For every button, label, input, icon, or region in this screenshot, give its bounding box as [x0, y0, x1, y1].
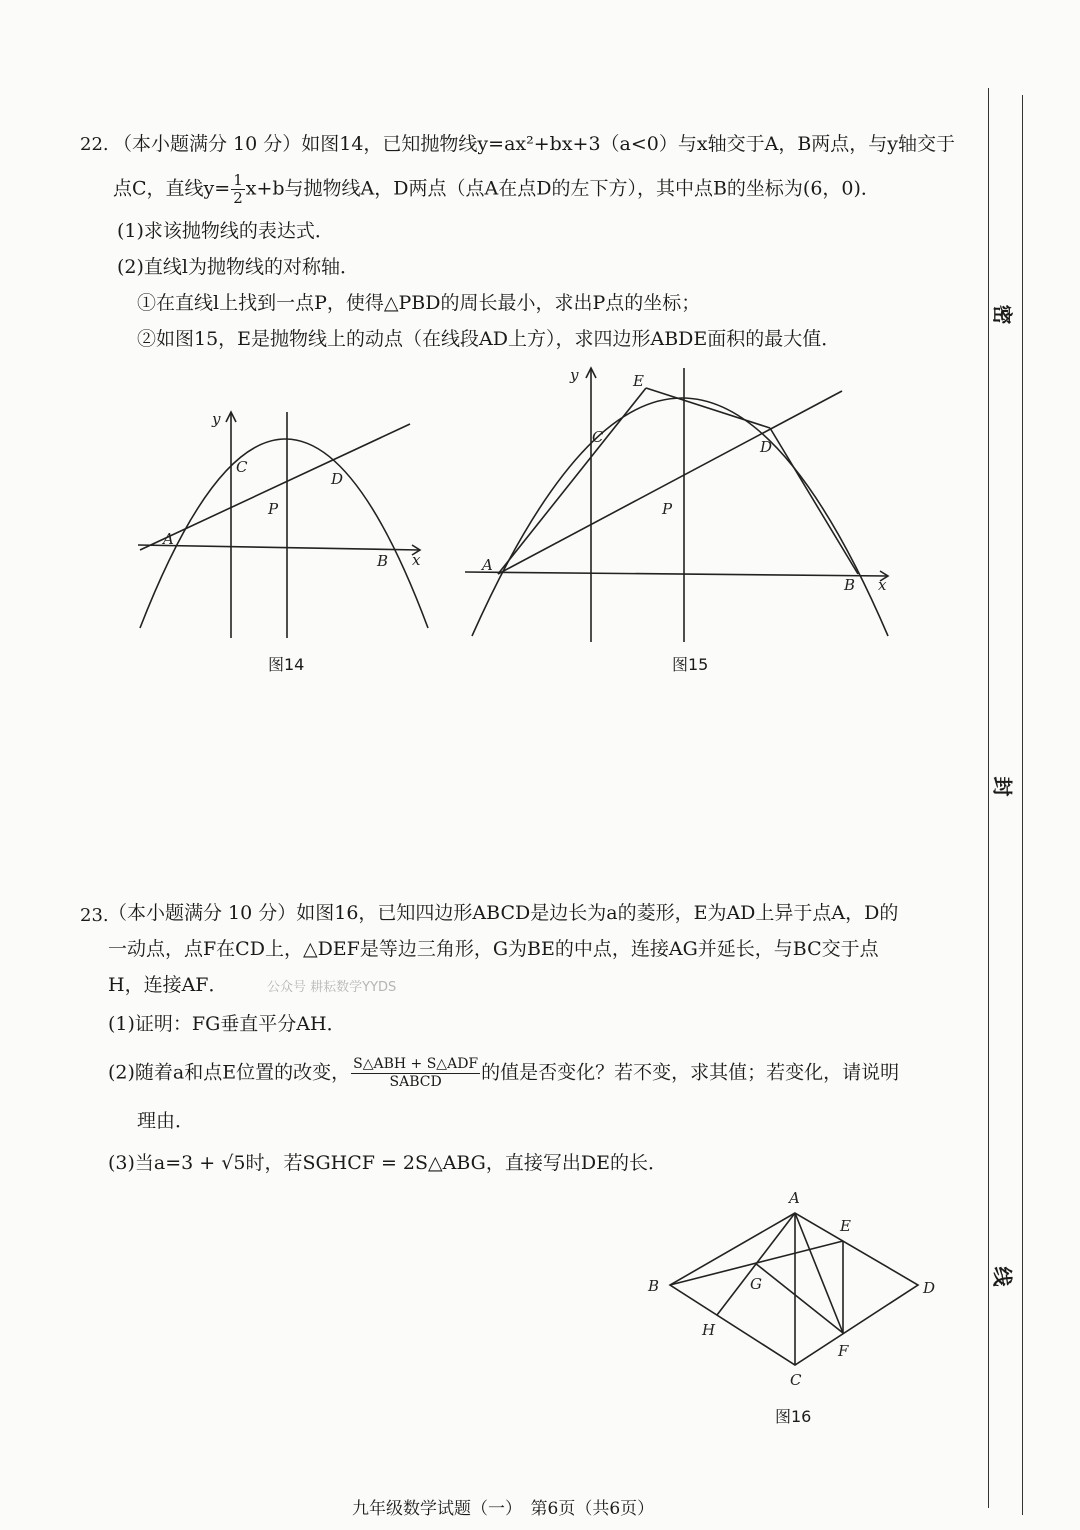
fig15-label-y: y	[570, 366, 579, 384]
fig16-label-d: D	[923, 1279, 936, 1297]
q23-part1: (1)证明：FG垂直平分AH．	[108, 1013, 346, 1035]
fig15-line-ad	[498, 391, 842, 574]
fig15-label-d: D	[760, 438, 773, 456]
q22-part1: (1)求该抛物线的表达式．	[117, 220, 334, 242]
binding-margin-line-right	[1022, 95, 1023, 1515]
fig15-label-x: x	[878, 576, 887, 594]
q22-fraction: $\frac{1}{2}$	[233, 171, 243, 207]
figure-16	[640, 1185, 940, 1385]
fig16-label-f: F	[838, 1342, 849, 1360]
q22-part2b: ②如图15，E是抛物线上的动点（在线段AD上方），求四边形ABDE面积的最大值．	[137, 328, 841, 350]
watermark: 公众号 耕耘数学YYDS	[267, 980, 397, 995]
fig16-caption: 图16	[775, 1407, 812, 1426]
fig16-label-b: B	[648, 1277, 660, 1295]
fig16-rhombus	[670, 1213, 918, 1365]
fig16-label-e: E	[840, 1217, 851, 1235]
fig15-label-a: A	[482, 556, 493, 574]
q23-number: 23.	[80, 905, 109, 926]
fig16-label-g: G	[750, 1275, 762, 1293]
fig14-label-p: P	[268, 500, 279, 518]
fig14-x-axis	[138, 545, 420, 550]
fig14-label-x: x	[412, 551, 421, 569]
figure-14	[130, 400, 440, 650]
fig15-label-p: P	[662, 500, 673, 518]
q23-part2: (2)随着a和点E位置的改变， $\frac{\text{S△ABH + S△ADF}}{\text{SABCD}}$ 的值是否变化？若不变，求其值；若变化，请说明	[108, 1056, 900, 1090]
seal-mi: 密	[990, 304, 1015, 325]
fig14-label-y: y	[212, 410, 221, 428]
q23-fraction: $\frac{\text{S△ABH + S△ADF}}{\text{SABCD}}$	[353, 1056, 479, 1090]
fig14-label-d: D	[331, 470, 344, 488]
fig14-label-c: C	[236, 458, 248, 476]
q23-line3: H，连接AF．	[108, 974, 228, 996]
q22-number: 22.	[80, 134, 109, 155]
fig15-x-axis	[465, 572, 888, 576]
figure-15	[460, 360, 900, 650]
q23-line1: （本小题满分 10 分）如图16，已知四边形ABCD是边长为a的菱形，E为AD上异于点A，D的	[108, 902, 899, 924]
q22-line2: 点C，直线y= $\frac{1}{2}$ x+b与抛物线A，D两点（点A在点D的左下方），其中点B的坐标为(6，0)．	[113, 171, 880, 207]
fig15-caption: 图15	[672, 655, 709, 674]
q22-line1: （本小题满分 10 分）如图14，已知抛物线y=ax²+bx+3（a<0）与x轴交于A，B两点，与y轴交于	[113, 133, 956, 155]
seal-feng: 封	[990, 776, 1015, 797]
seal-xian: 线	[990, 1266, 1015, 1287]
fig15-segment-db	[770, 428, 858, 574]
fig16-label-h: H	[702, 1321, 716, 1339]
fig15-label-b: B	[844, 576, 856, 594]
fig14-label-a: A	[163, 530, 174, 548]
fig14-parabola	[140, 439, 428, 628]
fig16-label-a: A	[789, 1189, 800, 1207]
fig15-segment-ae	[498, 388, 646, 574]
fig15-label-e: E	[633, 372, 644, 390]
fig14-label-b: B	[377, 552, 389, 570]
q23-part3: (3)当a=3 + √5时，若SGHCF = 2S△ABG，直接写出DE的长．	[108, 1152, 667, 1174]
q23-line2: 一动点，点F在CD上，△DEF是等边三角形，G为BE的中点，连接AG并延长，与BC交于点	[108, 938, 879, 960]
fig15-label-c: C	[592, 428, 604, 446]
fig15-segment-ed	[646, 388, 770, 428]
q22-part2a: ①在直线l上找到一点P，使得△PBD的周长最小，求出P点的坐标；	[137, 292, 701, 314]
fig16-label-c: C	[790, 1371, 802, 1385]
fig16-segment-af	[795, 1213, 843, 1333]
q23-part2-cont: 理由．	[137, 1110, 195, 1132]
fig14-caption: 图14	[268, 655, 305, 674]
q22-part2: (2)直线l为抛物线的对称轴．	[117, 256, 359, 278]
page-footer: 九年级数学试题（一） 第6页（共6页）	[352, 1499, 655, 1519]
fig15-parabola	[472, 398, 888, 636]
fig14-line-ad	[140, 424, 410, 550]
